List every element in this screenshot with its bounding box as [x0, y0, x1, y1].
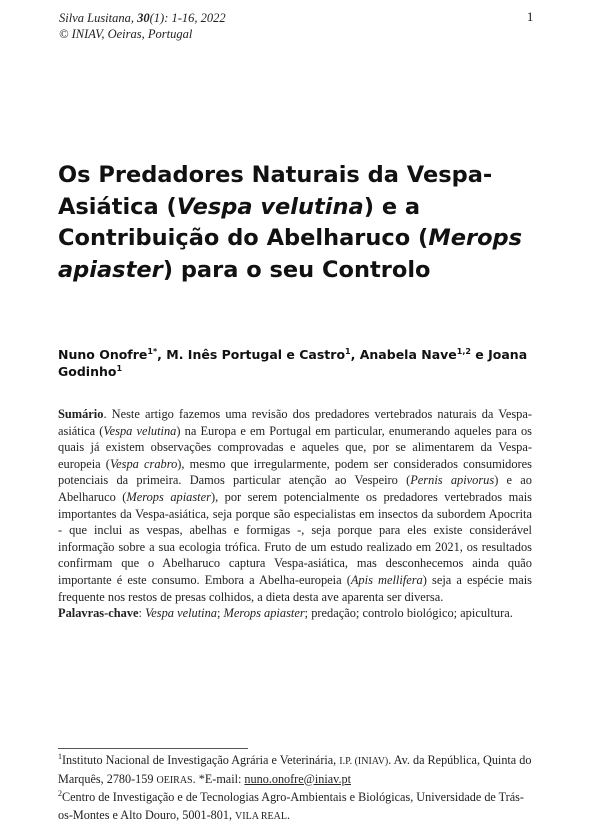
abstract-block	[58, 406, 532, 622]
author: Anabela Nave	[359, 347, 457, 362]
affiliation-mark: 1	[116, 364, 123, 373]
paper-title: Os Predadores Naturais da Vespa-Asiática (Vespa velutina) e a Contribuição do Abelharuco (Merops apiaster) para o seu Controlo	[58, 162, 523, 283]
page-number: 1	[527, 10, 534, 24]
species-name: Vespa velutina	[176, 193, 364, 220]
publisher-line: © INIAV, Oeiras, Portugal	[59, 27, 193, 41]
author: M. Inês Portugal e Castro	[166, 347, 346, 362]
keywords-line: Palavras-chave: Vespa velutina; Merops apiaster; predação; controlo biológico; apicultura.	[58, 606, 513, 621]
footnote-1: $^1$Instituto Nacional de Investigação Agrária e Veterinária, I.P. (INIAV). Av. da República, Quinta do Marquês, 2780-159 OEIRAS. *E-mail: nuno.onofre@iniav.pt	[58, 752, 532, 786]
footnote-2: $^2$Centro de Investigação e de Tecnologias Agro-Ambientais e Biológicas, Universidade de Trás-os-Montes e Alto Douro, 5001-801, VILA REAL.	[58, 789, 524, 822]
keywords-label: Palavras-chave	[58, 606, 139, 621]
affiliation-mark: 1,2	[456, 347, 471, 356]
footnotes	[58, 752, 538, 825]
running-header	[59, 10, 226, 42]
abstract-paragraph: Sumário. Neste artigo fazemos uma revisão dos predadores vertebrados naturais da Vespa-asiática (Vespa velutina) na Europa e em Portugal em particular, enumerando aqueles para os quais já existem observações comprovadas e aqueles que, por se alimentarem da Vespa-europeia (Vespa crabro), mesmo que irregularmente, podem ser considerados consumidores potenciais da primeira. Damos particular atenção ao Vespeiro (Pernis apivorus) e ao Abelharuco (Merops apiaster), por serem potencialmente os predadores vertebrados mais importantes da Vespa-asiática, seja porque são especialistas em insectos da subordem Apocrita - que inclui as vespas, abelhas e formigas -, seja porque para eles existe considerável informação sobre a sua ecologia trófica. Fruto de um estudo realizado em 2021, os resultados confirmam que o Abelharuco captura Vespa-asiática, mas desconhecemos ainda quão importante é este consumo. Embora a Abelha-europeia (Apis mellifera) seja a espécie mais frequente nos restos de presas colhidos, a dieta desta ave aparenta ser diversa.	[58, 407, 532, 604]
author-list: Nuno Onofre$^{1*}$, M. Inês Portugal e Castro$^1$, Anabela Nave$^{1,2}$ e Joana Godinho$^1$	[58, 347, 528, 379]
journal-citation: Silva Lusitana, 30(1): 1-16, 2022	[59, 11, 226, 25]
footnote-divider	[58, 748, 248, 749]
volume: 30	[137, 11, 150, 25]
species-name: Merops apiaster	[58, 225, 523, 283]
affiliation-mark: 1	[345, 347, 351, 356]
email-link[interactable]: nuno.onofre@iniav.pt	[244, 771, 351, 786]
author: Nuno Onofre	[58, 347, 148, 362]
author: Joana Godinho	[58, 347, 528, 379]
affiliation-mark: 1*	[147, 347, 158, 356]
abstract-label: Sumário	[58, 407, 104, 421]
